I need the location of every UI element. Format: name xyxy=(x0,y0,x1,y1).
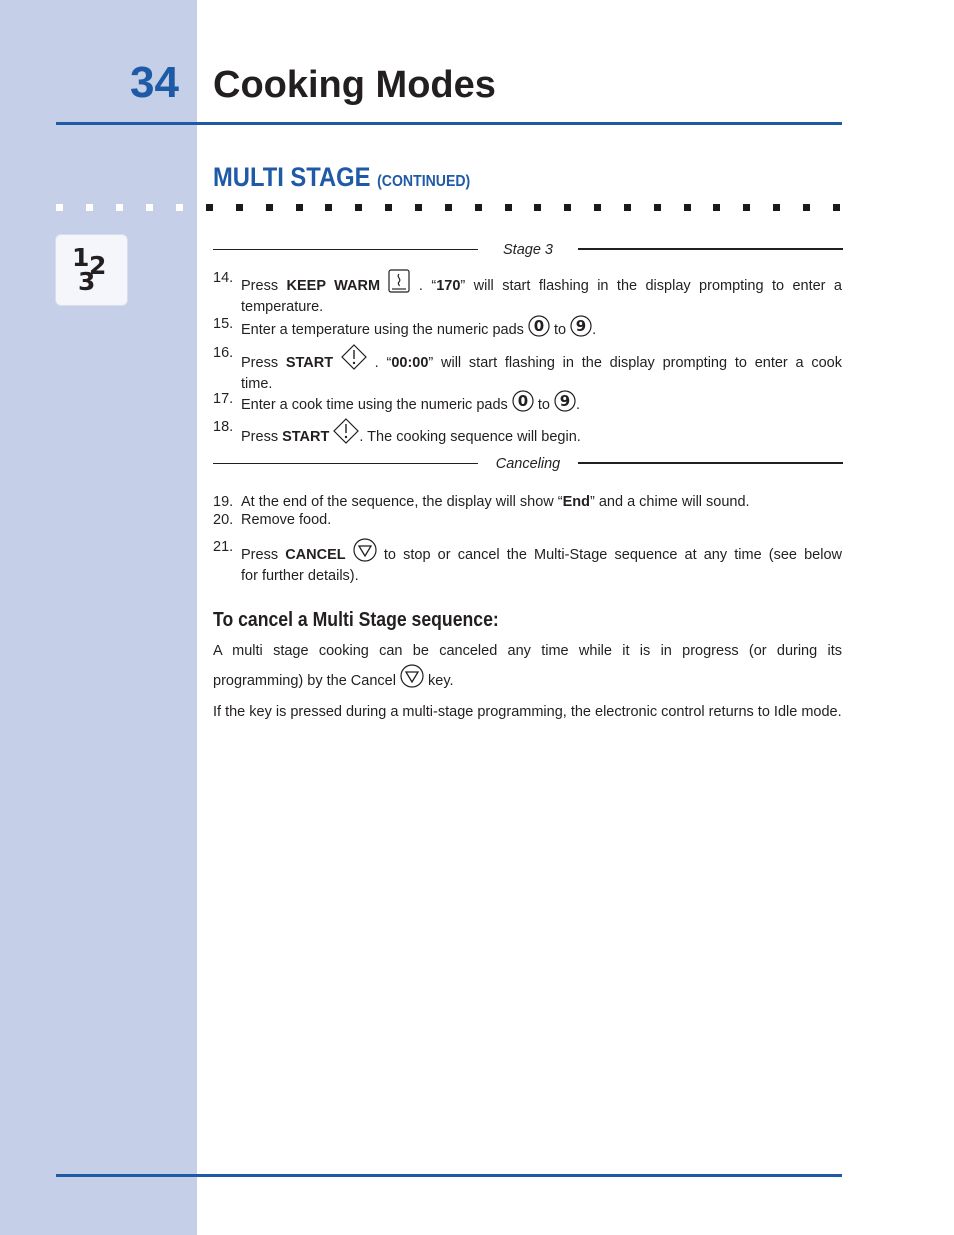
subhead-rule-left xyxy=(213,249,478,250)
step-text: Press KEEP WARM . “170” will start flashing in the display prompting to enter a xyxy=(241,269,842,298)
step-text-cont: time. xyxy=(241,376,273,392)
divider-dot xyxy=(266,204,273,211)
dotted-divider xyxy=(56,204,846,212)
divider-dot xyxy=(56,204,63,211)
divider-dot xyxy=(86,204,93,211)
stage-icon-digit-2: 2 xyxy=(89,251,107,280)
step-21 xyxy=(213,538,842,585)
keep-warm-icon xyxy=(388,269,410,298)
step-text: Press CANCEL to stop or cancel the Multi-Stage sequence at any time (see below xyxy=(241,538,842,567)
step-text: Enter a temperature using the numeric pads 0 to 9 . xyxy=(241,315,842,342)
divider-dot xyxy=(713,204,720,211)
numeric-pad-0-icon xyxy=(528,315,550,342)
step-text: Remove food. xyxy=(241,512,332,528)
divider-dot xyxy=(654,204,661,211)
key-name: KEEP WARM xyxy=(286,278,381,294)
subhead-canceling xyxy=(213,456,843,472)
step-number: 15. xyxy=(213,316,234,332)
numeric-pad-9-icon xyxy=(570,315,592,342)
svg-text:0: 0 xyxy=(517,392,529,410)
page-number: 34 xyxy=(130,58,179,107)
numeric-pad-9-icon xyxy=(554,390,576,417)
divider-dot xyxy=(743,204,750,211)
cancel-paragraph-1 xyxy=(213,638,842,697)
divider-dot xyxy=(385,204,392,211)
step-text: Enter a cook time using the numeric pads 0 to 9 . xyxy=(241,390,842,417)
step-17 xyxy=(213,390,842,417)
divider-dot xyxy=(355,204,362,211)
divider-dot xyxy=(146,204,153,211)
subhead-label: Stage 3 xyxy=(503,242,553,258)
cancel-heading: To cancel a Multi Stage sequence: xyxy=(213,608,499,631)
multi-stage-icon xyxy=(55,234,128,306)
key-name: START xyxy=(285,355,334,371)
step-number: 16. xyxy=(213,345,234,361)
page-title: Cooking Modes xyxy=(213,64,496,106)
divider-dot xyxy=(176,204,183,211)
step-text: Press START . The cooking sequence will begin. xyxy=(241,418,842,449)
display-value: 00:00 xyxy=(391,355,429,371)
numeric-pad-0-icon xyxy=(512,390,534,417)
divider-dot xyxy=(833,204,840,211)
key-name: START xyxy=(282,429,330,445)
divider-dot xyxy=(624,204,631,211)
subhead-rule-left xyxy=(213,463,478,464)
stage-icon-digit-3: 3 xyxy=(78,267,96,296)
step-text: Press START . “00:00” will start flashing in the display prompting to enter a cook xyxy=(241,344,842,375)
paragraph-line: programming) by the Cancel key. xyxy=(213,664,842,697)
divider-dot xyxy=(206,204,213,211)
step-number: 20. xyxy=(213,512,234,528)
display-value: End xyxy=(562,494,590,510)
divider-dot xyxy=(296,204,303,211)
step-14 xyxy=(213,269,842,316)
step-number: 17. xyxy=(213,391,234,407)
step-19 xyxy=(213,493,842,511)
step-20 xyxy=(213,511,842,529)
divider-dot xyxy=(773,204,780,211)
step-number: 18. xyxy=(213,419,234,435)
divider-dot xyxy=(415,204,422,211)
divider-dot xyxy=(116,204,123,211)
display-value: 170 xyxy=(436,278,461,294)
cancel-triangle-icon xyxy=(353,538,377,567)
subhead-label: Canceling xyxy=(495,456,561,472)
stage-icon-digit-1: 1 xyxy=(72,243,90,272)
step-number: 19. xyxy=(213,494,234,510)
divider-dot xyxy=(236,204,243,211)
key-name: CANCEL xyxy=(285,547,346,563)
step-number: 21. xyxy=(213,539,234,555)
step-number: 14. xyxy=(213,270,234,286)
divider-dot xyxy=(534,204,541,211)
cancel-paragraph-2: If the key is pressed during a multi-stage programming, the electronic control returns to Idle mode. xyxy=(213,704,842,720)
header-rule xyxy=(56,122,842,125)
subhead-rule-right xyxy=(578,248,843,250)
divider-dot xyxy=(445,204,452,211)
step-text-cont: temperature. xyxy=(241,299,324,315)
section-title-suffix: (CONTINUED) xyxy=(377,173,471,190)
step-16 xyxy=(213,344,842,393)
paragraph-line: A multi stage cooking can be canceled any time while it is in progress (or during its xyxy=(213,643,842,659)
divider-dot xyxy=(594,204,601,211)
divider-dot xyxy=(564,204,571,211)
footer-rule xyxy=(56,1174,842,1177)
cancel-triangle-icon xyxy=(400,664,424,697)
divider-dot xyxy=(475,204,482,211)
start-diamond-icon xyxy=(333,418,359,449)
divider-dot xyxy=(325,204,332,211)
svg-text:9: 9 xyxy=(575,317,587,335)
divider-dot xyxy=(684,204,691,211)
step-18 xyxy=(213,418,842,449)
divider-dot xyxy=(803,204,810,211)
step-text: At the end of the sequence, the display will show “End” and a chime will sound. xyxy=(241,494,750,510)
sidebar-band xyxy=(0,0,197,1235)
section-title: MULTI STAGE (CONTINUED) xyxy=(213,162,471,192)
svg-text:0: 0 xyxy=(533,317,545,335)
subhead-rule-right xyxy=(578,462,843,464)
divider-dot xyxy=(505,204,512,211)
step-15 xyxy=(213,315,842,342)
start-diamond-icon xyxy=(341,344,367,375)
step-text-cont: for further details). xyxy=(241,568,359,584)
svg-text:9: 9 xyxy=(559,392,571,410)
subhead-stage-3 xyxy=(213,242,843,258)
